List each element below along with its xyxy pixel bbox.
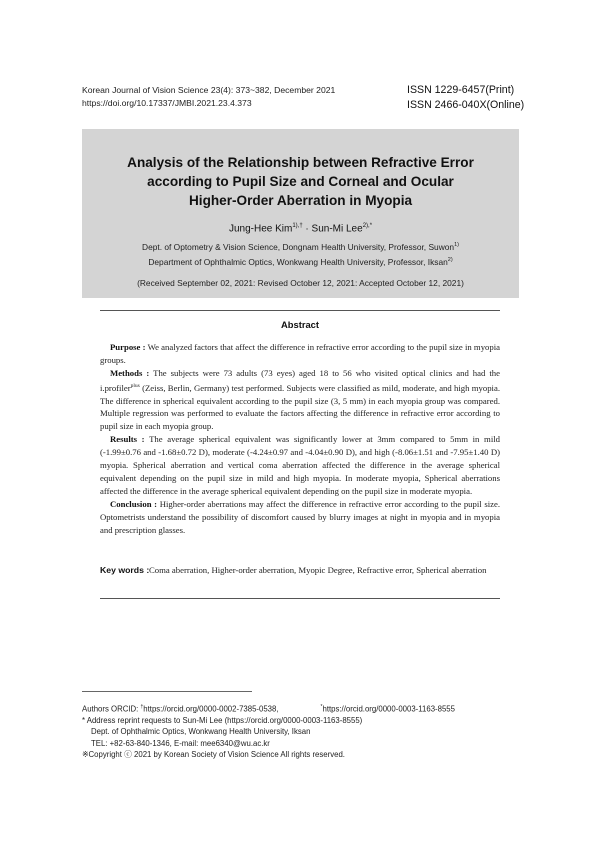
footnote-mark: * xyxy=(320,704,323,710)
footnotes xyxy=(82,702,455,761)
footnote-mark: † xyxy=(140,704,144,710)
contact-line: TEL: +82-63-840-1346, E-mail: mee6340@wu.ac.kr xyxy=(91,738,270,748)
abstract-conclusion xyxy=(100,498,500,537)
title-line-1: Analysis of the Relationship between Refractive Error xyxy=(127,155,474,170)
journal-citation: Korean Journal of Vision Science 23(4): 373~382, December 2021 xyxy=(82,85,336,95)
title-box xyxy=(82,129,519,298)
author-superscript: 1),† xyxy=(292,223,303,229)
divider xyxy=(100,310,500,311)
title-line-2: according to Pupil Size and Corneal and Ocular xyxy=(147,174,454,189)
section-text: (Zeiss, Berlin, Germany) test performed. Subjects were classified as mild, moderate, and high myopia. The difference in spherical equivalent according to the pupil size (3, 5 mm) in each myopia group was compared. Multiple regression was performed to evaluate the factors affecting the difference in refractive error according to pupil size in each myopia group. xyxy=(100,382,500,432)
reprint-line: * Address reprint requests to Sun-Mi Lee (https://orcid.org/0000-0003-1163-8555) xyxy=(82,716,363,725)
journal-header xyxy=(82,84,335,110)
orcid-link[interactable]: https://orcid.org/0000-0003-1163-8555 xyxy=(322,704,455,714)
section-text: The subjects were 73 adults (73 eyes) aged 18 to 56 who visited optical clinics and had the i.profiler xyxy=(100,367,500,393)
abstract-methods xyxy=(100,367,500,433)
section-text: Higher-order aberrations may affect the difference in refractive error according to the pupil size. Optometrists understand the possibility of discomfort caused by blurry images at night in myopia and in myopia and prescription glasses. xyxy=(100,498,501,535)
abstract-purpose xyxy=(100,341,500,367)
doi-link[interactable]: https://doi.org/10.17337/JMBI.2021.23.4.373 xyxy=(82,98,252,108)
affiliation-superscript: 2) xyxy=(447,257,453,264)
section-text: We analyzed factors that affect the difference in refractive error according to the pupil size in myopia groups. xyxy=(100,342,500,365)
paper-title xyxy=(82,153,519,210)
keywords-label: Key words : xyxy=(100,565,150,575)
superscript: plus xyxy=(130,382,140,389)
affiliation-superscript: 1) xyxy=(454,242,459,249)
section-label: Methods : xyxy=(110,367,150,378)
dept-line: Dept. of Ophthalmic Optics, Wonkwang Health University, Iksan xyxy=(91,727,311,737)
issn-online: ISSN 2466-040X(Online) xyxy=(407,99,525,111)
issn-block xyxy=(407,83,524,113)
divider xyxy=(100,598,500,599)
orcid-line xyxy=(82,702,455,715)
orcid-label: Authors ORCID: xyxy=(82,704,141,714)
section-label: Purpose : xyxy=(110,342,146,352)
author-list xyxy=(82,223,519,234)
affiliation-text: Department of Ophthalmic Optics, Wonkwang Health University, Professor, Iksan xyxy=(148,257,448,267)
affiliation-2 xyxy=(82,257,519,267)
author-name: Jung-Hee Kim xyxy=(228,223,293,235)
affiliation-1 xyxy=(82,242,519,252)
author-separator: · xyxy=(302,223,312,235)
footnote-divider xyxy=(82,691,252,692)
issn-print: ISSN 1229-6457(Print) xyxy=(407,84,515,96)
keywords xyxy=(100,564,500,577)
title-line-3: Higher-Order Aberration in Myopia xyxy=(188,193,413,208)
abstract-heading: Abstract xyxy=(280,319,320,330)
section-text: The average spherical equivalent was significantly lower at 3mm compared to 5mm in mild (-1.99±0.76 and -1.68±0.72 D), moderate (-4.24±0.97 and -4.04±0.90 D), and high (-8.06±1.51 and -7.95±1.40 D) myopia. Spherical aberration and vertical coma aberration affected the difference in the average spherical equivalent depending on the pupil size in mild and high myopia. In moderate myopia, Spherical aberrations affected the difference in the average spherical equivalent depending on the pupil size in moderate myopia. xyxy=(100,434,500,496)
keywords-text: Coma aberration, Higher-order aberration, Myopic Degree, Refractive error, Spherical aberration xyxy=(149,565,487,575)
author-superscript: 2),* xyxy=(362,223,373,229)
affiliation-text: Dept. of Optometry & Vision Science, Dongnam Health University, Professor, Suwon xyxy=(142,242,455,252)
abstract-results xyxy=(100,433,500,498)
abstract-body xyxy=(100,341,500,536)
author-name: Sun-Mi Lee xyxy=(311,223,363,235)
received-dates: (Received September 02, 2021: Revised October 12, 2021: Accepted October 12, 2021) xyxy=(137,278,464,288)
copyright-line: ※Copyright ⓒ 2021 by Korean Society of Vision Science All rights reserved. xyxy=(82,750,345,760)
section-label: Results : xyxy=(110,434,145,445)
orcid-link[interactable]: https://orcid.org/0000-0002-7385-0538, xyxy=(143,704,279,714)
section-label: Conclusion : xyxy=(110,498,158,509)
